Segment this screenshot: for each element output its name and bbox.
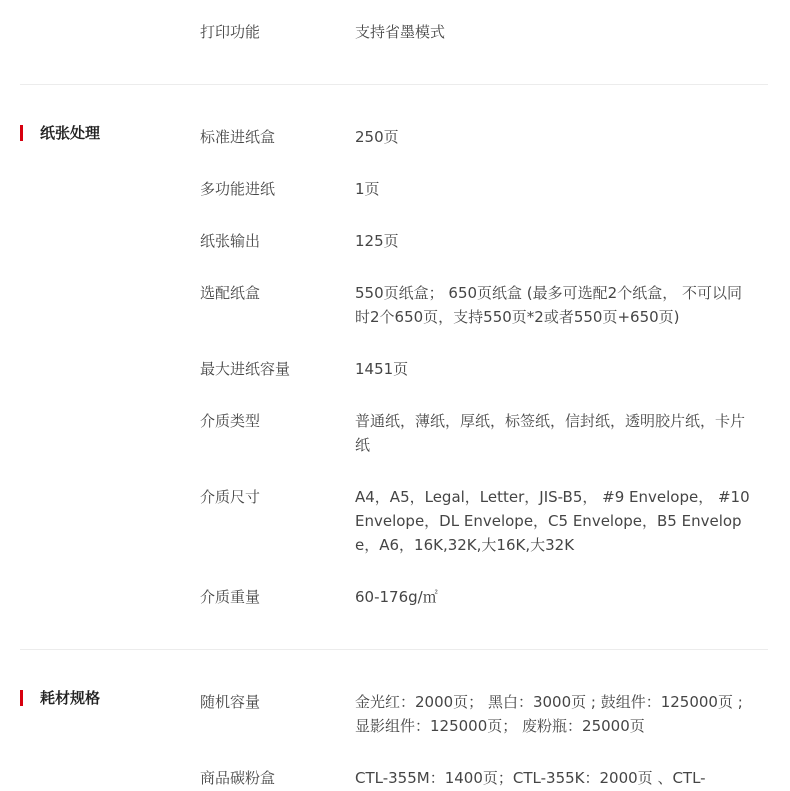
- spec-label: 商品碳粉盒: [200, 769, 276, 787]
- section-title-consumables: [20, 689, 100, 707]
- spec-label: 选配纸盒: [200, 284, 261, 302]
- spec-label: 介质尺寸: [200, 488, 261, 506]
- section-title-paper-handling: [20, 124, 100, 142]
- spec-value: 125页: [355, 232, 399, 250]
- spec-label: 标准进纸盒: [200, 128, 276, 146]
- spec-value: 支持省墨模式: [355, 23, 446, 41]
- spec-label: 最大进纸容量: [200, 360, 291, 378]
- spec-label: 多功能进纸: [200, 180, 276, 198]
- section-divider: [20, 84, 768, 85]
- section-title-text: 耗材规格: [40, 689, 101, 707]
- section-divider: [20, 649, 768, 650]
- spec-value: 550页纸盒； 650页纸盒 (最多可选配2个纸盒， 不可以同时2个650页，支持550页*2或者550页+650页): [355, 284, 742, 326]
- spec-label: 介质类型: [200, 412, 261, 430]
- spec-label: 打印功能: [200, 23, 261, 41]
- spec-value: CTL-355M：1400页；CTL-355K：2000页 、CTL-: [355, 769, 706, 787]
- spec-label: 随机容量: [200, 693, 261, 711]
- spec-label: 纸张输出: [200, 232, 261, 250]
- spec-value: 250页: [355, 128, 399, 146]
- spec-label: 介质重量: [200, 588, 261, 606]
- spec-value: 普通纸，薄纸，厚纸，标签纸，信封纸，透明胶片纸，卡片纸: [355, 412, 746, 454]
- section-accent-bar: [20, 125, 23, 141]
- spec-value: 1451页: [355, 360, 409, 378]
- spec-value: 1页: [355, 180, 380, 198]
- section-title-text: 纸张处理: [40, 124, 101, 142]
- spec-value: 60-176g/㎡: [355, 588, 438, 606]
- section-accent-bar: [20, 690, 23, 706]
- spec-value: 金光红：2000页； 黑白：3000页 ; 鼓组件：125000页 ; 显影组件：125000页； 废粉瓶：25000页: [355, 693, 743, 735]
- spec-value: A4，A5，Legal，Letter，JIS-B5， #9 Envelope， #10 Envelope，DL Envelope，C5 Envelope，B5 Envelope，A6，16K,32K,大16K,大32K: [355, 488, 750, 554]
